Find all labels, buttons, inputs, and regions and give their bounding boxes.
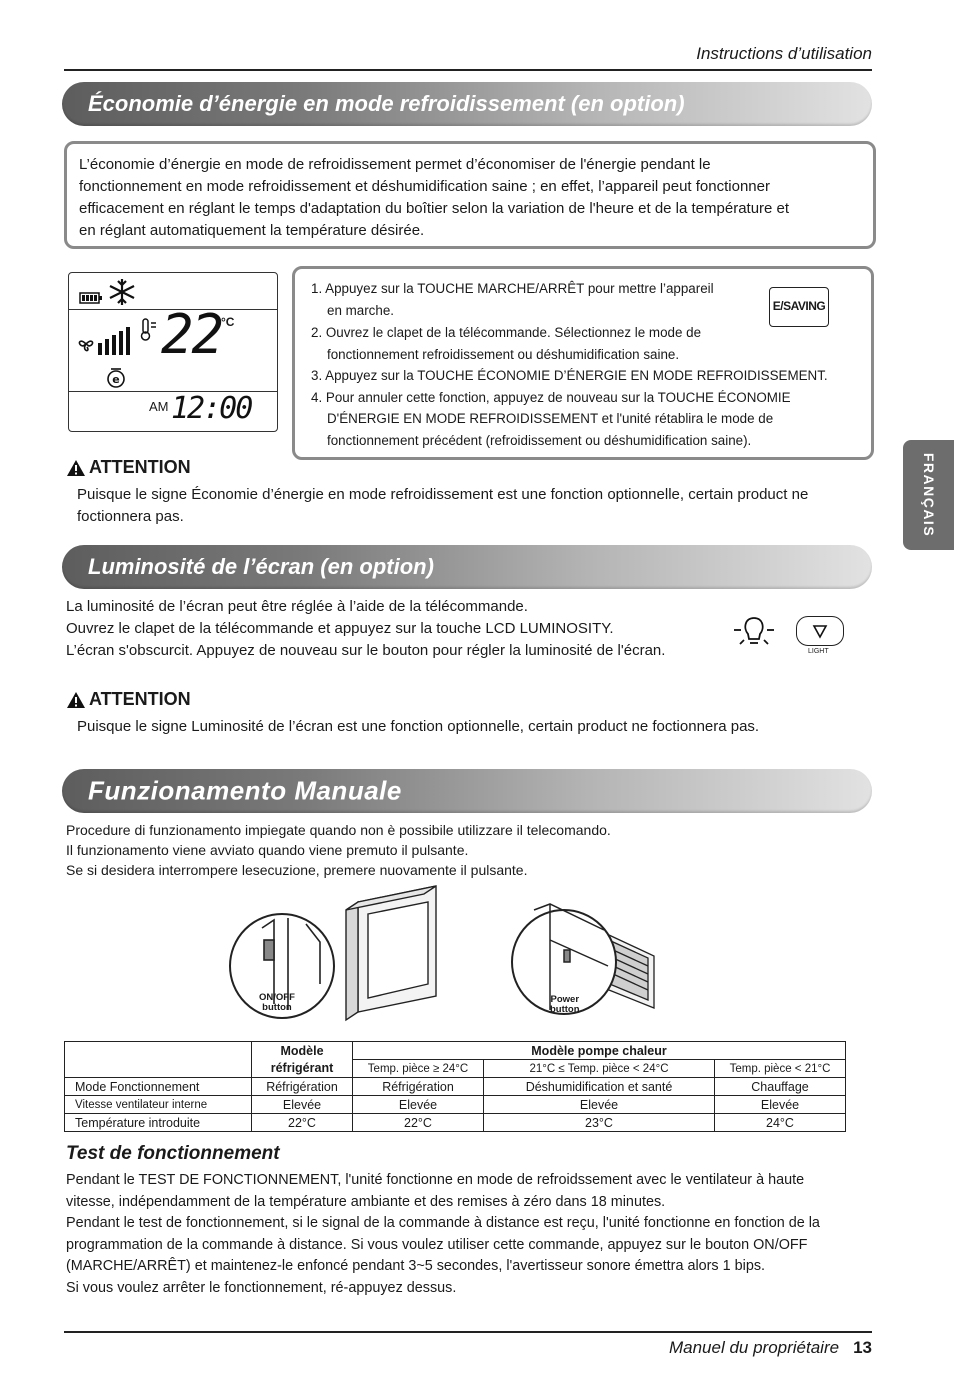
thermometer-icon [139, 317, 159, 343]
table-cell: Chauffage [715, 1078, 846, 1096]
page-number: 13 [853, 1338, 872, 1357]
intro-line: L’économie d’énergie en mode de refroidissement permet d’économiser de l'énergie pendant le [79, 156, 711, 173]
battery-icon [79, 291, 103, 305]
step-line: 1. Appuyez sur la TOUCHE MARCHE/ARRÊT pour mettre l’appareil [311, 281, 714, 296]
table-cell: Réfrigération [353, 1078, 484, 1096]
table-cell: Vitesse ventilateur interne [65, 1096, 252, 1114]
manual-text [66, 820, 611, 880]
lcd-time: 12:00 [171, 391, 252, 426]
step-line: 3. Appuyez sur la TOUCHE ÉCONOMIE D’ÉNERGIE EN MODE REFROIDISSEMENT. [311, 368, 828, 383]
light-bulb-icon [730, 612, 778, 652]
triangle-down-icon [812, 623, 828, 639]
table-cell: Elevée [484, 1096, 715, 1114]
operation-table [64, 1041, 846, 1132]
table-cell: Elevée [353, 1096, 484, 1114]
table-cell: 22°C [252, 1114, 353, 1132]
lcd-display [68, 272, 278, 432]
light-label: LIGHT [808, 648, 829, 655]
table-cell: Elevée [252, 1096, 353, 1114]
brightness-line: La luminosité de l’écran peut être réglée à l’aide de la télécommande. [66, 598, 528, 615]
step-line: D'ÉNERGIE EN MODE REFROIDISSEMENT et l'unité rétablira le mode de [327, 411, 774, 426]
attention-label: ATTENTION [89, 689, 191, 709]
snowflake-icon [107, 277, 137, 307]
intro-line: en réglant automatiquement la température désirée. [79, 222, 425, 239]
table-row [65, 1096, 846, 1114]
section-title-text: Luminosité de l’écran (en option) [88, 554, 434, 579]
intro-line: fonctionnement en mode refroidissement et déshumidification saine ; en effet, l’appareil peut fonctionner [79, 178, 770, 195]
power-label-line: button [550, 1004, 580, 1015]
brightness-line: L’écran s'obscurcit. Appuyez de nouveau sur le bouton pour régler la luminosité de l'écran. [66, 642, 666, 659]
fan-speed-bars-icon [97, 325, 131, 359]
table-header-heat-pump: Modèle pompe chaleur [353, 1042, 846, 1060]
section-title-text: Économie d’énergie en mode refroidissement (en option) [88, 91, 685, 116]
steps-box [292, 266, 874, 460]
attention-text [77, 484, 877, 528]
e-saving-button: E/SAVING [769, 287, 829, 327]
header-rule [64, 69, 872, 71]
table-cell: 24°C [715, 1114, 846, 1132]
attention-heading [66, 689, 191, 710]
intro-box [64, 141, 876, 249]
on-off-label-line: ON/OFF [259, 992, 295, 1003]
step-line: fonctionnement refroidissement ou déshumidification saine. [327, 347, 680, 362]
manual-line: Procedure di funzionamento impiegate quando non è possibile utilizzare il telecomando. [66, 822, 611, 838]
language-tab [903, 440, 954, 550]
table-cell: 23°C [484, 1114, 715, 1132]
attention-line: Puisque le signe Économie d’énergie en mode refroidissement est une fonction optionnelle, certain product ne [77, 486, 809, 503]
manual-line: Il funzionamento viene avviato quando viene premuto il pulsante. [66, 842, 469, 858]
light-button [796, 616, 844, 646]
power-label-line: Power [550, 994, 580, 1005]
attention-label: ATTENTION [89, 457, 191, 477]
lcd-unit: °C [221, 315, 235, 329]
table-subheader: Temp. pièce < 21°C [715, 1060, 846, 1078]
section-title-manual-operation [62, 769, 872, 813]
test-line: Pendant le TEST DE FONCTIONNEMENT, l'unité fonctionne en mode de refroidssement avec le ventilateur à haute [66, 1172, 805, 1188]
on-off-button-label [259, 993, 295, 1013]
test-line: (MARCHE/ARRÊT) et maintenez-le enfoncé pendant 3~5 secondes, l'avertisseur sonore émettra alors 1 bips. [66, 1258, 766, 1274]
test-text [66, 1170, 820, 1299]
footer [669, 1338, 872, 1358]
energy-saving-icon [105, 367, 127, 389]
step-line: 4. Pour annuler cette fonction, appuyez de nouveau sur la TOUCHE ÉCONOMIE [311, 390, 791, 405]
table-header-row [65, 1042, 846, 1060]
step-line: 2. Ouvrez le clapet de la télécommande. Sélectionnez le mode de [311, 325, 702, 340]
attention-line: foctionnera pas. [77, 508, 184, 525]
manual-line: Se si desidera interrompere lesecuzione, premere nuovamente il pulsante. [66, 862, 528, 878]
table-header-line: Modèle [280, 1043, 324, 1058]
test-line: vitesse, indépendamment de la température ambiante et des remises à zéro dans 18 minutes. [66, 1193, 666, 1210]
brightness-line: Ouvrez le clapet de la télécommande et appuyez sur la touche LCD LUMINOSITY. [66, 620, 614, 637]
power-button-label [550, 995, 580, 1015]
brightness-text [66, 596, 726, 662]
footer-title: Manuel du propriétaire [668, 1338, 840, 1357]
on-off-label-line: button [262, 1002, 292, 1013]
table-subheader: Temp. pièce ≥ 24°C [353, 1060, 484, 1078]
table-row [65, 1078, 846, 1096]
table-row [65, 1114, 846, 1132]
running-header: Instructions d’utilisation [696, 44, 872, 63]
intro-line: efficacement en réglant le temps d'adaptation du boîtier selon la variation de l'heure et de la température et [79, 200, 790, 217]
footer-rule [64, 1331, 872, 1333]
fan-icon [75, 333, 97, 355]
warning-icon [66, 459, 86, 477]
warning-icon [66, 691, 86, 709]
test-line: Si vous voulez arrêter le fonctionnement, ré-appuyez dessus. [66, 1279, 457, 1296]
svg-text:e: e [112, 373, 120, 386]
section-title-energy-saving [62, 82, 872, 126]
attention-text [77, 716, 877, 738]
table-cell: Déshumidification et santé [484, 1078, 715, 1096]
attention-line: Puisque le signe Luminosité de l’écran est une fonction optionnelle, certain product ne foctionnera pas. [77, 718, 760, 735]
table-cell: Température introduite [65, 1114, 252, 1132]
table-cell: Mode Fonctionnement [65, 1078, 252, 1096]
test-title: Test de fonctionnement [66, 1143, 280, 1164]
lcd-temperature: 22 [161, 303, 223, 366]
table-header-cooling-model [252, 1042, 353, 1078]
table-subheader: 21°C ≤ Temp. pièce < 24°C [484, 1060, 715, 1078]
lcd-ampm: AM [149, 399, 169, 414]
table-cell: Elevée [715, 1096, 846, 1114]
attention-heading [66, 457, 191, 478]
step-line: en marche. [327, 303, 394, 318]
console-unit-illustration [504, 900, 668, 1030]
step-line: fonctionnement précédent (refroidissement ou déshumidification saine). [327, 433, 752, 448]
table-cell: Réfrigération [252, 1078, 353, 1096]
section-title-text: Funzionamento Manuale [88, 775, 402, 806]
test-line: Pendant le test de fonctionnement, si le signal de la commande à distance est reçu, l'unité fonctionne en fonction de la [66, 1215, 820, 1231]
test-line: programmation de la commande à distance. Si vous voulez utiliser cette commande, appuyez sur le bouton ON/OFF [66, 1236, 808, 1253]
section-title-screen-brightness [62, 545, 872, 589]
table-header-line: réfrigérant [270, 1060, 334, 1075]
language-tab-label: FRANÇAIS [920, 452, 937, 538]
table-header-blank [65, 1042, 252, 1078]
table-cell: 22°C [353, 1114, 484, 1132]
